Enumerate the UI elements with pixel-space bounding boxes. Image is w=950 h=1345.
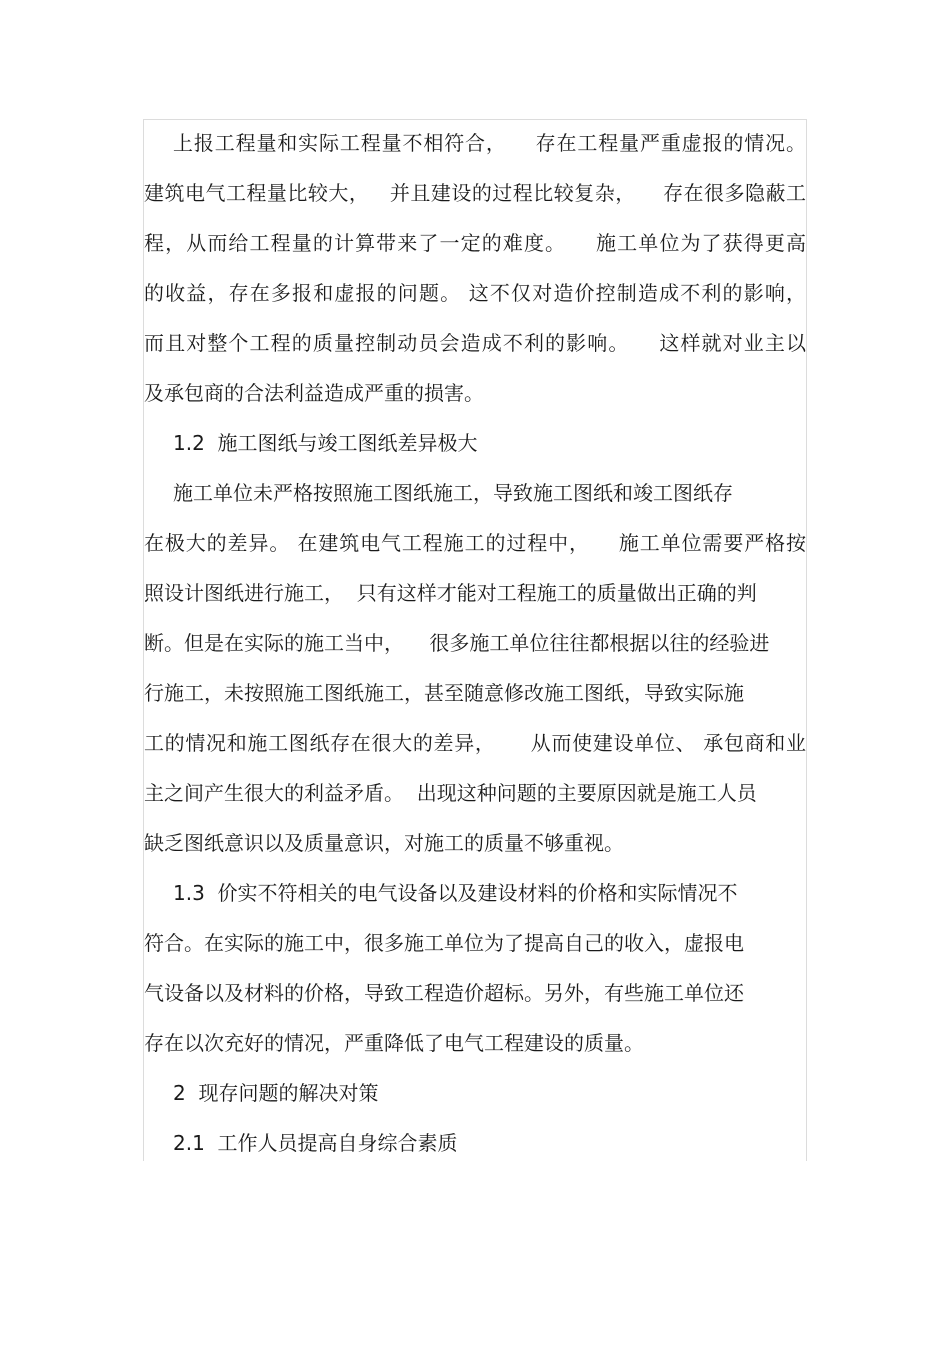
text-line: 符合。在实际的施工中，很多施工单位为了提高自己的收入，虚报电 bbox=[144, 931, 744, 955]
text-line: 建筑电气工程量比较大， 并且建设的过程比较复杂， 存在很多隐蔽工 bbox=[144, 181, 806, 205]
text-line: 主之间产生很大的利益矛盾。 出现这种问题的主要原因就是施工人员 bbox=[144, 781, 757, 805]
text-line: 施工单位未严格按照施工图纸施工，导致施工图纸和竣工图纸存 bbox=[173, 481, 733, 505]
text-line: 及承包商的合法利益造成严重的损害。 bbox=[144, 381, 484, 405]
text-line: 而且对整个工程的质量控制动员会造成不利的影响。 这样就对业主以 bbox=[144, 331, 806, 355]
text-line: 程，从而给工程量的计算带来了一定的难度。 施工单位为了获得更高 bbox=[144, 231, 806, 255]
text-line: 工的情况和施工图纸存在很大的差异， 从而使建设单位、 承包商和业 bbox=[144, 731, 806, 755]
text-line: 在极大的差异。 在建筑电气工程施工的过程中， 施工单位需要严格按 bbox=[144, 531, 806, 555]
text-line: 照设计图纸进行施工， 只有这样才能对工程施工的质量做出正确的判 bbox=[144, 581, 757, 605]
text-line: 断。但是在实际的施工当中， 很多施工单位往往都根据以往的经验进 bbox=[144, 631, 770, 655]
text-line: 的收益，存在多报和虚报的问题。 这不仅对造价控制造成不利的影响， bbox=[144, 281, 806, 305]
text-line: 存在以次充好的情况，严重降低了电气工程建设的质量。 bbox=[144, 1031, 644, 1055]
section-heading: 2.1 工作人员提高自身综合素质 bbox=[173, 1131, 458, 1155]
text-line: 行施工，未按照施工图纸施工，甚至随意修改施工图纸，导致实际施 bbox=[144, 681, 744, 705]
text-line: 上报工程量和实际工程量不相符合， 存在工程量严重虚报的情况。 bbox=[173, 131, 806, 155]
section-heading: 2 现存问题的解决对策 bbox=[173, 1081, 379, 1105]
section-heading: 1.3 价实不符相关的电气设备以及建设材料的价格和实际情况不 bbox=[173, 881, 738, 905]
section-heading: 1.2 施工图纸与竣工图纸差异极大 bbox=[173, 431, 478, 455]
text-line: 气设备以及材料的价格，导致工程造价超标。另外，有些施工单位还 bbox=[144, 981, 744, 1005]
text-line: 缺乏图纸意识以及质量意识，对施工的质量不够重视。 bbox=[144, 831, 624, 855]
document-body bbox=[144, 118, 806, 1168]
